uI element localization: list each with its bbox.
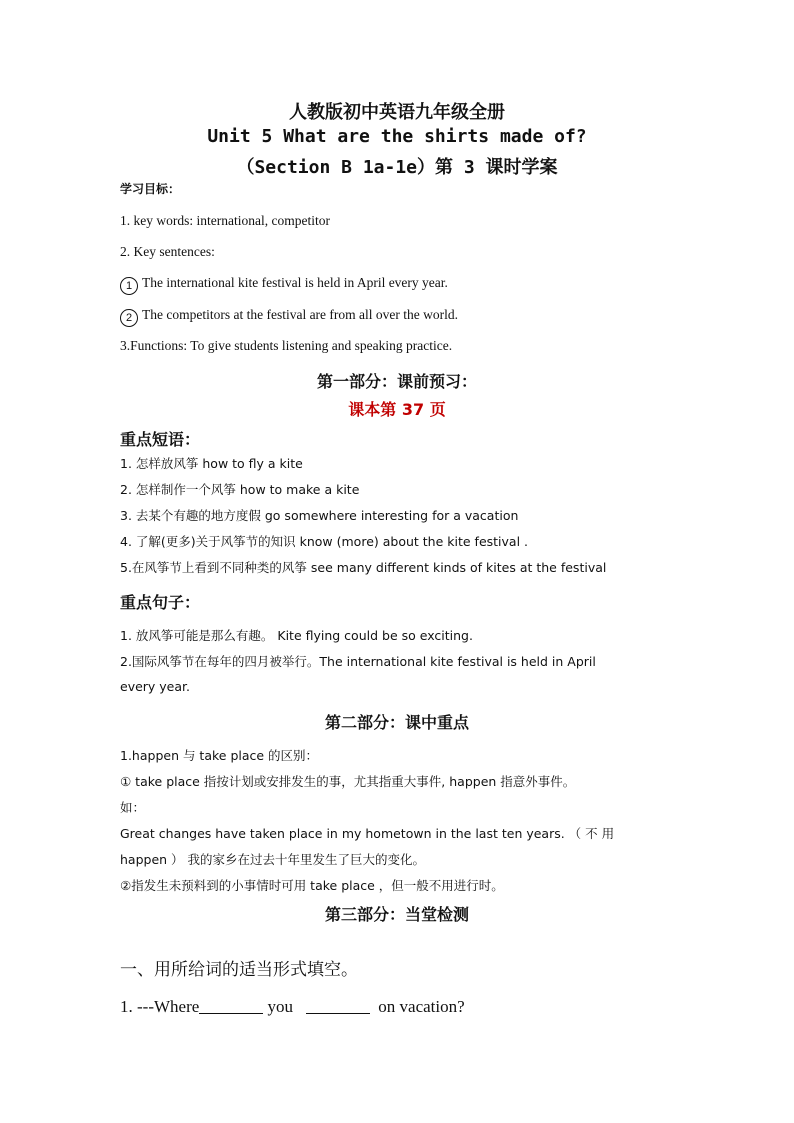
circled-number-2: 2 [120,309,138,327]
answer-blank-2[interactable] [306,999,370,1014]
phrase-item: 4. 了解(更多)关于风筝节的知识 know (more) about the kite festival . [120,534,528,549]
objectives-sentence-2 [120,307,458,327]
objectives-key-words: 1. key words: international, competitor [120,213,330,228]
doc-title-cn: 人教版初中英语九年级全册 [289,102,505,123]
doc-title-unit: Unit 5 What are the shirts made of? [207,126,587,147]
question-1-part-a: 1. ---Where [120,997,200,1016]
question-1-part-b: you [267,997,294,1016]
part2-example-cn: happen ） 我的家乡在过去十年里发生了巨大的变化。 [120,852,426,867]
objectives-sentence-2-text: The competitors at the festival are from all over the world. [142,307,459,322]
part2-point-title: 1.happen 与 take place 的区别： [120,748,319,763]
objectives-heading: 学习目标： [120,182,181,196]
part1-heading: 第一部分：课前预习： [316,372,477,391]
answer-blank-1[interactable] [199,999,263,1014]
part1-page-ref: 课本第 37 页 [348,400,446,419]
exercise-heading: 一、用所给词的适当形式填空。 [120,960,358,980]
part2-point-1b: 如： [120,800,146,815]
part2-point-1: ① take place 指按计划或安排发生的事，尤其指重大事件, happen 指意外事件。 [120,774,576,789]
part2-example-en: Great changes have taken place in my hometown in the last ten years. （ 不 用 [120,826,615,841]
question-1-part-c: on vacation? [378,997,465,1016]
objectives-sentence-1-text: The international kite festival is held in April every year. [142,275,448,290]
objectives-functions: 3.Functions: To give students listening and speaking practice. [120,338,453,353]
phrase-item: 1. 怎样放风筝 how to fly a kite [120,456,303,471]
key-sentence-2: 2.国际风筝节在每年的四月被举行。The international kite festival is held in April [120,654,596,669]
objectives-key-sentences-label: 2. Key sentences: [120,244,215,259]
phrase-item: 2. 怎样制作一个风筝 how to make a kite [120,482,360,497]
phrases-heading: 重点短语： [120,430,201,449]
circled-number-1: 1 [120,277,138,295]
part2-point-2: ②指发生未预料到的小事情时可用 take place ，但一般不用进行时。 [120,878,504,893]
part2-heading: 第二部分：课中重点 [324,713,469,732]
key-sentence-1: 1. 放风筝可能是那么有趣。 Kite flying could be so exciting. [120,628,473,643]
phrase-item: 3. 去某个有趣的地方度假 go somewhere interesting for a vacation [120,508,519,523]
part3-heading: 第三部分：当堂检测 [324,905,469,924]
objectives-sentence-1 [120,275,448,295]
question-1 [120,997,465,1017]
key-sentence-2-cont: every year. [120,679,191,694]
doc-title-section: （Section B 1a-1e）第 3 课时学案 [236,157,558,178]
sentences-heading: 重点句子： [120,593,201,612]
phrase-item: 5.在风筝节上看到不同种类的风筝 see many different kinds of kites at the festival [120,560,607,575]
